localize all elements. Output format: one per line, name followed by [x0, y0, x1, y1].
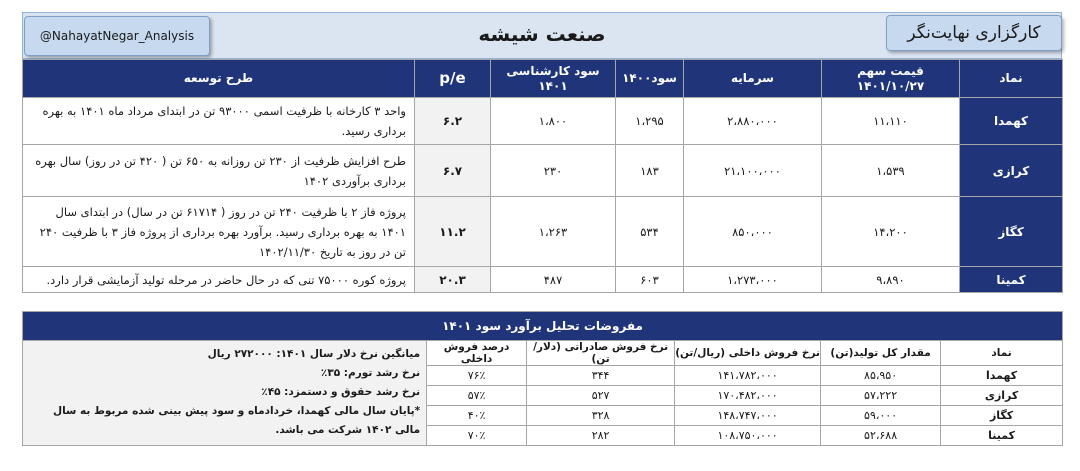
profit1401-cell: ۴۸۷ — [491, 267, 616, 293]
col-header-pe: p/e — [415, 60, 491, 98]
plan-cell: پروژه کوره ۷۵۰۰۰ تنی که در حال حاضر در مرحله تولید آزمایشی قرار دارد. — [23, 267, 415, 293]
symbol-cell: کگاز — [960, 197, 1063, 267]
capital-cell: ۸۵۰،۰۰۰ — [684, 197, 822, 267]
export-rate-cell: ۳۴۴ — [527, 366, 675, 386]
symbol-cell: کرازی — [960, 145, 1063, 197]
col-header-symbol: نماد — [960, 60, 1063, 98]
note-dollar-rate: میانگین نرخ دلار سال ۱۴۰۱: ۲۷۲۰۰۰ ریال — [207, 348, 421, 360]
assumptions-notes — [23, 341, 427, 446]
symbol-cell: کمینا — [941, 426, 1063, 446]
price-cell: ۱۴،۲۰۰ — [822, 197, 960, 267]
col-header-capital: سرمایه — [684, 60, 822, 98]
profit1401-cell: ۲۳۰ — [491, 145, 616, 197]
table-row — [23, 197, 1063, 267]
profit1401-cell: ۱،۲۶۳ — [491, 197, 616, 267]
note-fiscal-year: *پایان سال مالی کهمدا، خردادماه و سود پیش بینی شده مربوط به سال مالی ۱۴۰۲ شرکت می باشد. — [52, 405, 421, 436]
symbol-cell: کهمدا — [941, 366, 1063, 386]
production-cell: ۵۹،۰۰۰ — [821, 406, 941, 426]
col-header-profit1401: سود کارشناسی ۱۴۰۱ — [491, 60, 616, 98]
domestic-rate-cell: ۱۷۰،۴۸۲،۰۰۰ — [675, 386, 821, 406]
production-cell: ۵۷،۲۲۲ — [821, 386, 941, 406]
table-row — [23, 98, 1063, 145]
assumptions-table — [22, 311, 1063, 446]
domestic-pct-cell: ۴۰٪ — [427, 406, 527, 426]
col-header-domestic-pct: درصد فروش داخلی — [427, 341, 527, 366]
table-row — [23, 145, 1063, 197]
table-row — [23, 267, 1063, 293]
assumptions-title: مفروضات تحلیل برآورد سود ۱۴۰۱ — [23, 312, 1063, 341]
profit1401-cell: ۱،۸۰۰ — [491, 98, 616, 145]
capital-cell: ۱،۲۷۳،۰۰۰ — [684, 267, 822, 293]
export-rate-cell: ۵۲۷ — [527, 386, 675, 406]
domestic-rate-cell: ۱۴۸،۷۴۷،۰۰۰ — [675, 406, 821, 426]
col-header-domestic-rate: نرخ فروش داخلی (ریال/تن) — [675, 341, 821, 366]
export-rate-cell: ۳۲۸ — [527, 406, 675, 426]
symbol-cell: کمینا — [960, 267, 1063, 293]
assumptions-title-row — [23, 312, 1063, 341]
symbol-cell: کرازی — [941, 386, 1063, 406]
profit1400-cell: ۵۳۴ — [616, 197, 684, 267]
price-cell: ۱۱،۱۱۰ — [822, 98, 960, 145]
note-wage-growth: نرخ رشد حقوق و دستمزد: ۴۵٪ — [261, 386, 421, 398]
domestic-pct-cell: ۷۰٪ — [427, 426, 527, 446]
pe-cell: ۲۰.۳ — [415, 267, 491, 293]
brokerage-tag: کارگزاری نهایت‌نگر — [886, 15, 1062, 51]
col-header-plan: طرح توسعه — [23, 60, 415, 98]
note-inflation: نرخ رشد تورم: ۳۵٪ — [320, 367, 421, 379]
company-table — [22, 59, 1063, 293]
capital-cell: ۲۱،۱۰۰،۰۰۰ — [684, 145, 822, 197]
production-cell: ۸۵،۹۵۰ — [821, 366, 941, 386]
export-rate-cell: ۲۸۲ — [527, 426, 675, 446]
domestic-pct-cell: ۵۷٪ — [427, 386, 527, 406]
profit1400-cell: ۱۸۳ — [616, 145, 684, 197]
domestic-rate-cell: ۱۴۱،۷۸۲،۰۰۰ — [675, 366, 821, 386]
production-cell: ۵۲،۶۸۸ — [821, 426, 941, 446]
col-header-profit1400: سود۱۴۰۰ — [616, 60, 684, 98]
plan-cell: پروژه فاز ۲ با ظرفیت ۲۴۰ تن در روز ( ۶۱۷۱۴ تن در سال) در ابتدای سال ۱۴۰۱ به بهره برداری رسید. برآورد بهره برداری از پروژه فاز ۳ با ظرفیت ۲۴۰ تن در روز به تاریخ ۱۴۰۲/۱۱/۳۰ — [23, 197, 415, 267]
pe-cell: ۶.۷ — [415, 145, 491, 197]
plan-cell: واحد ۳ کارخانه با ظرفیت اسمی ۹۳۰۰۰ تن در ابتدای مرداد ماه ۱۴۰۱ به بهره برداری رسید. — [23, 98, 415, 145]
profit1400-cell: ۱،۲۹۵ — [616, 98, 684, 145]
price-cell: ۹،۸۹۰ — [822, 267, 960, 293]
profit1400-cell: ۶۰۳ — [616, 267, 684, 293]
pe-cell: ۱۱.۲ — [415, 197, 491, 267]
symbol-cell: کهمدا — [960, 98, 1063, 145]
price-cell: ۱،۵۳۹ — [822, 145, 960, 197]
col-header-price: قیمت سهم ۱۴۰۱/۱۰/۲۷ — [822, 60, 960, 98]
col-header-export-rate: نرخ فروش صادراتی (دلار/تن) — [527, 341, 675, 366]
col-header-production: مقدار کل تولید(تن) — [821, 341, 941, 366]
plan-cell: طرح افزایش ظرفیت از ۲۳۰ تن روزانه به ۶۵۰ تن ( ۴۲۰ تن در روز) سال بهره برداری برآوردی ۱۴۰۲ — [23, 145, 415, 197]
domestic-rate-cell: ۱۰۸،۷۵۰،۰۰۰ — [675, 426, 821, 446]
domestic-pct-cell: ۷۶٪ — [427, 366, 527, 386]
col-header-symbol: نماد — [941, 341, 1063, 366]
capital-cell: ۲،۸۸۰،۰۰۰ — [684, 98, 822, 145]
page-title: صنعت شیشه — [478, 22, 606, 46]
table-header-row — [23, 60, 1063, 98]
symbol-cell: کگاز — [941, 406, 1063, 426]
pe-cell: ۶.۲ — [415, 98, 491, 145]
channel-tag: @NahayatNegar_Analysis — [24, 16, 210, 56]
assumptions-header-row — [23, 341, 1063, 366]
